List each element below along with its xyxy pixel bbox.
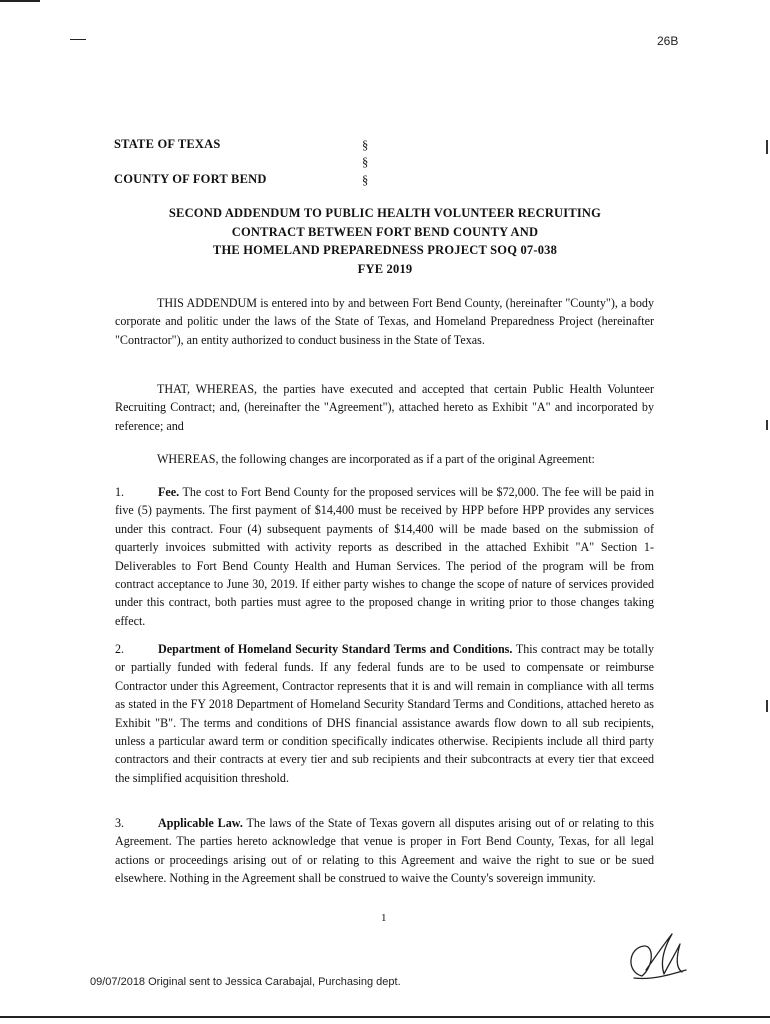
title-line: THE HOMELAND PREPAREDNESS PROJECT SOQ 07-038 [212, 243, 558, 257]
section-heading: Department of Homeland Security Standard Terms and Conditions. [158, 642, 513, 656]
section-symbol: § [362, 138, 369, 152]
section-text: The cost to Fort Bend County for the proposed services will be $72,000. The fee will be paid in five (5) payments. The first payment of $14,400 must be received by HPP before HPP provides any services under this contract. Four (4) subsequent payments of $14,400 will be made based on the submission of quarterly invoices submitted with activity reports as described in the attached Exhibit "A" Section 1-Deliverables to Fort Bend County Health and Human Services. The period of the program will be from contract acceptance to June 30, 2019. If either party wishes to change the scope of nature of services provided under this contract, both parties must agree to the proposed change in writing prior to those changes taking effect. [115, 485, 654, 628]
section-text: The laws of the State of Texas govern all disputes arising out of or relating to this Agreement. The parties hereto acknowledge that venue is proper in Fort Bend County, Texas, for all legal actions or proceedings arising out of or relating to this Agreement and waive the right to sue or be sued elsewhere. Nothing in the Agreement shall be construed to waive the County's sovereign immunity. [115, 816, 654, 886]
section-fee [115, 483, 654, 630]
section-text: This contract may be totally or partially funded with federal funds. If any federal funds are to be used to compensate or reimburse Contractor under this Agreement, Contractor represents that it is and will remain in compliance with all terms as stated in the FY 2018 Department of Homeland Security Standard Terms and Conditions, attached hereto as Exhibit "B". The terms and conditions of DHS financial assistance awards flow down to all sub recipients, unless a particular award term or condition specifically indicates otherwise. Recipients include all third party contractors and their contracts at every tier and sub recipients and their subcontracts at every tier that exceed the simplified acquisition threshold. [115, 642, 654, 785]
initials-signature [620, 926, 690, 986]
scan-dash-mark [70, 39, 86, 40]
section-number: 3. [115, 816, 125, 830]
section-heading: Fee. [158, 485, 180, 499]
footer-page-number: 1 [381, 912, 387, 924]
document-title [100, 204, 670, 278]
scan-edge-line [0, 0, 40, 2]
caption-county: COUNTY OF FORT BEND [114, 172, 267, 186]
whereas-paragraph: WHEREAS, the following changes are incorporated as if a part of the original Agreement: [157, 452, 595, 466]
whereas-paragraph: THAT, WHEREAS, the parties have executed and accepted that certain Public Health Volunteer Recruiting Contract; and, (hereinafter the "Agreement"), attached hereto as Exhibit "A" and incorporated by reference; and [115, 382, 654, 433]
scan-edge-mark [766, 700, 768, 712]
page-number: 26B [657, 34, 679, 48]
title-line: CONTRACT BETWEEN FORT BEND COUNTY AND [231, 224, 539, 239]
section-applicable-law [115, 814, 654, 888]
section-dhs-terms [115, 640, 654, 787]
intro-paragraph: THIS ADDENDUM is entered into by and between Fort Bend County, (hereinafter "County"), a body corporate and politic under the laws of the State of Texas, and Homeland Preparedness Project (hereinafter "Contractor"), an entity authorized to conduct business in the State of Texas. [115, 296, 654, 347]
title-line: FYE 2019 [357, 261, 413, 276]
section-heading: Applicable Law. [158, 816, 243, 830]
section-number: 2. [115, 642, 125, 656]
section-symbol: § [362, 173, 369, 187]
scan-edge-mark [766, 420, 768, 430]
title-line: SECOND ADDENDUM TO PUBLIC HEALTH VOLUNTEER RECRUITING [168, 206, 602, 220]
section-number: 1. [115, 485, 125, 499]
caption-state: STATE OF TEXAS [114, 137, 221, 151]
scan-edge-mark [766, 140, 768, 154]
section-symbol: § [362, 155, 369, 169]
footer-note: 09/07/2018 Original sent to Jessica Carabajal, Purchasing dept. [90, 976, 401, 988]
scan-edge-line [0, 1016, 770, 1018]
